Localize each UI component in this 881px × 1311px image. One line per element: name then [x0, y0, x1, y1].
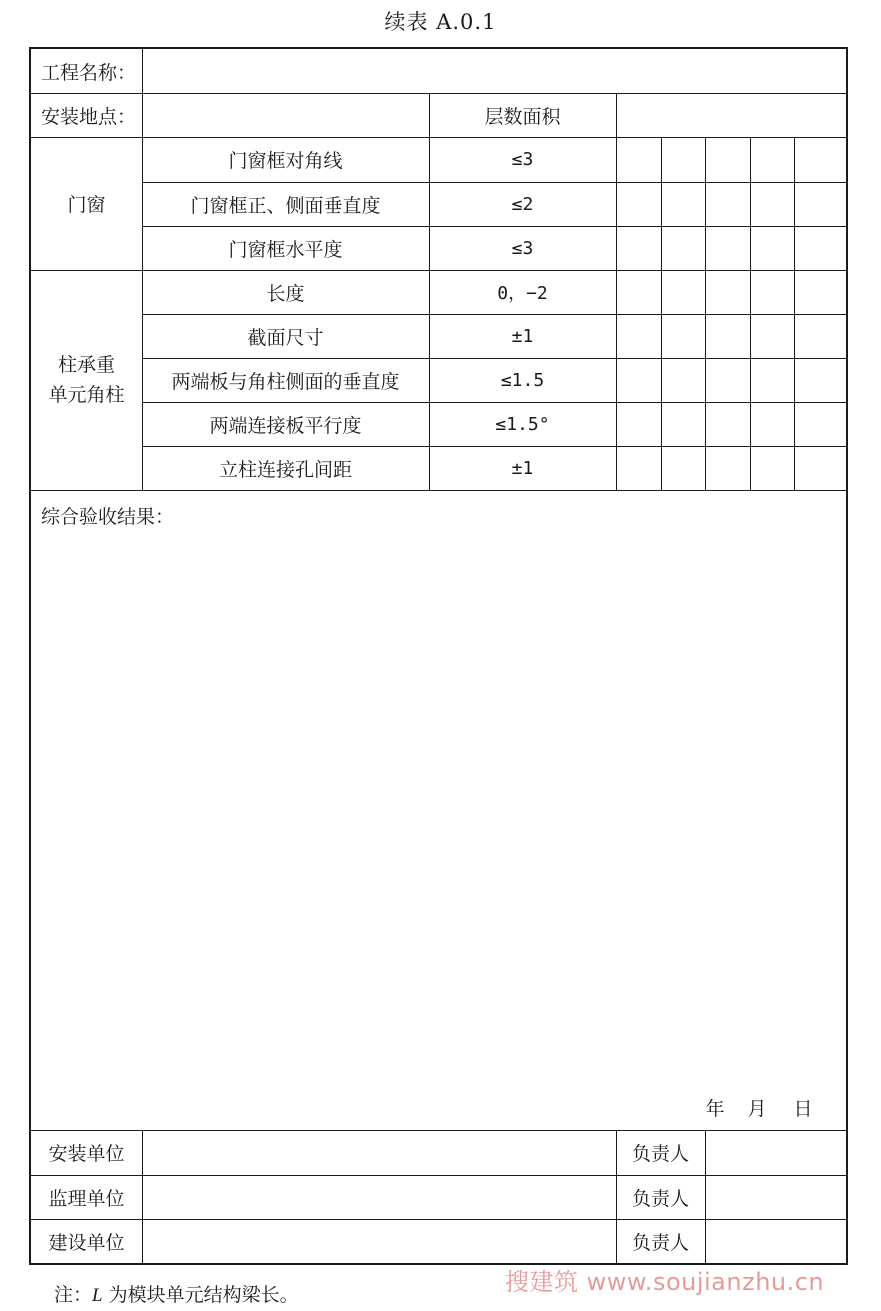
item-tolerance: ≤1.5°	[495, 413, 550, 435]
item-name: 立柱连接孔间距	[218, 458, 352, 481]
item-name: 门窗框正、侧面垂直度	[190, 194, 381, 217]
signature-unit: 监理单位	[48, 1187, 125, 1210]
column-divider	[661, 137, 662, 490]
date-month: 月	[747, 1097, 767, 1120]
overall-result-label: 综合验收结果：	[41, 505, 175, 528]
floor-area-label: 层数面积	[484, 105, 561, 128]
column-divider	[616, 93, 617, 490]
item-name: 门窗框对角线	[228, 150, 343, 172]
item-tolerance: 0，−2	[497, 283, 548, 304]
project-name-label: 工程名称：	[41, 61, 137, 84]
row-divider	[31, 490, 846, 491]
column-divider	[705, 137, 706, 490]
item-name: 两端板与角柱侧面的垂直度	[171, 370, 400, 393]
item-tolerance: ±1	[511, 457, 534, 479]
date-year: 年	[705, 1097, 725, 1120]
signature-unit: 建设单位	[48, 1231, 125, 1254]
item-tolerance: ≤1.5	[500, 369, 545, 391]
footnote-symbol: L	[92, 1285, 103, 1306]
row-divider	[31, 1219, 846, 1220]
item-tolerance: ≤3	[511, 237, 534, 259]
signature-unit: 安装单位	[48, 1143, 125, 1165]
install-location-label: 安装地点：	[41, 105, 137, 128]
column-divider	[705, 1130, 706, 1263]
column-divider	[794, 137, 795, 490]
item-tolerance: ±1	[511, 325, 534, 347]
footnote-prefix: 注：	[54, 1284, 93, 1306]
item-name: 截面尺寸	[247, 326, 324, 349]
row-divider	[31, 1175, 846, 1176]
column-divider	[750, 137, 751, 490]
signature-person-label: 负责人	[631, 1143, 689, 1165]
group-label-door-window: 门窗	[67, 194, 106, 216]
table-caption: 续表 A.0.1	[384, 10, 497, 34]
item-name: 门窗框水平度	[228, 238, 343, 261]
date-day: 日	[793, 1097, 813, 1120]
footnote-text: 为模块单元结构梁长。	[102, 1284, 299, 1306]
inspection-table	[29, 47, 848, 1265]
watermark: 搜建筑 www.soujianzhu.cn	[505, 1268, 825, 1296]
column-divider	[142, 1130, 143, 1263]
row-divider	[31, 1130, 846, 1131]
signature-person-label: 负责人	[631, 1187, 689, 1210]
group-label-corner-column	[31, 270, 142, 490]
footnote	[54, 1280, 299, 1307]
item-name: 长度	[266, 282, 305, 305]
item-name: 两端连接板平行度	[209, 414, 362, 437]
signature-person-label: 负责人	[631, 1231, 689, 1254]
item-tolerance: ≤2	[511, 193, 534, 215]
item-tolerance: ≤3	[511, 149, 534, 170]
group-label-line: 柱承重	[57, 354, 115, 376]
group-label-line: 单元角柱	[48, 384, 125, 406]
